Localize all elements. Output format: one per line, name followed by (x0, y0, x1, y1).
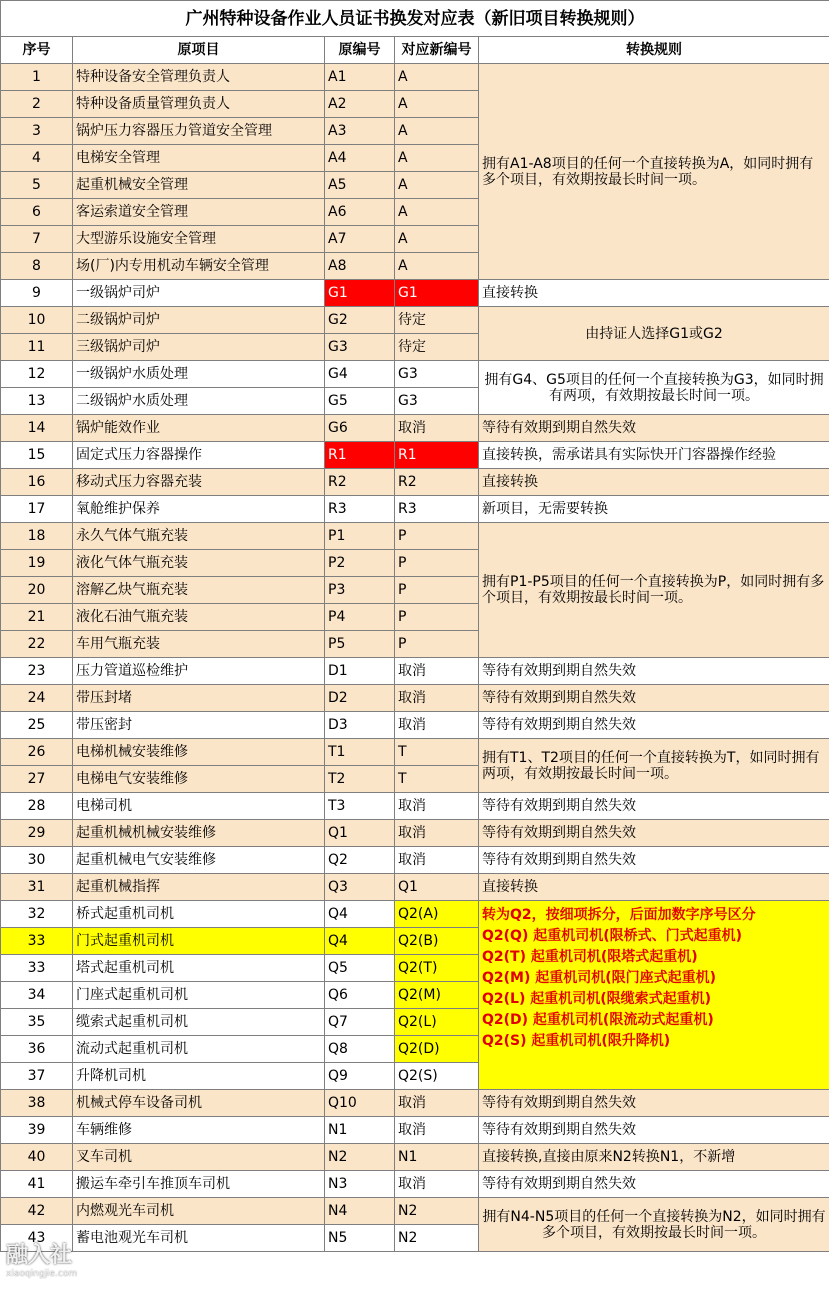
table-row (1, 1144, 829, 1171)
row-new-code: Q2(D) (395, 1036, 479, 1063)
row-old-code: R3 (325, 496, 395, 523)
table-row (1, 307, 829, 334)
row-old-code: A7 (325, 226, 395, 253)
row-seq: 24 (1, 685, 73, 712)
row-rule: 等待有效期到期自然失效 (479, 415, 829, 442)
row-old-code: P2 (325, 550, 395, 577)
row-new-code: 取消 (395, 820, 479, 847)
row-old-code: P4 (325, 604, 395, 631)
header-old-code: 原编号 (325, 37, 395, 64)
table-row (1, 442, 829, 469)
row-new-code: 待定 (395, 307, 479, 334)
row-seq: 10 (1, 307, 73, 334)
row-rule: 等待有效期到期自然失效 (479, 1171, 829, 1198)
row-old-code: N2 (325, 1144, 395, 1171)
row-seq: 6 (1, 199, 73, 226)
row-item: 升降机司机 (73, 1063, 325, 1090)
row-old-code: A8 (325, 253, 395, 280)
table-row (1, 901, 829, 928)
row-rule: 等待有效期到期自然失效 (479, 685, 829, 712)
row-new-code: P (395, 631, 479, 658)
row-old-code: Q3 (325, 874, 395, 901)
table-row (1, 685, 829, 712)
row-item: 缆索式起重机司机 (73, 1009, 325, 1036)
row-seq: 35 (1, 1009, 73, 1036)
row-new-code: T (395, 766, 479, 793)
row-rule: 由持证人选择G1或G2 (479, 307, 829, 361)
row-item: 二级锅炉司炉 (73, 307, 325, 334)
row-rule: 拥有A1-A8项目的任何一个直接转换为A，如同时拥有多个项目，有效期按最长时间一项。 (479, 64, 829, 280)
row-new-code: Q2(S) (395, 1063, 479, 1090)
row-item: 场(厂)内专用机动车辆安全管理 (73, 253, 325, 280)
row-new-code: 取消 (395, 685, 479, 712)
row-item: 车辆维修 (73, 1117, 325, 1144)
table-row (1, 658, 829, 685)
header-rule: 转换规则 (479, 37, 829, 64)
row-new-code: A (395, 199, 479, 226)
row-seq: 37 (1, 1063, 73, 1090)
row-old-code: R1 (325, 442, 395, 469)
row-item: 压力管道巡检维护 (73, 658, 325, 685)
row-rule: 等待有效期到期自然失效 (479, 1117, 829, 1144)
row-item: 一级锅炉水质处理 (73, 361, 325, 388)
row-seq: 21 (1, 604, 73, 631)
row-seq: 20 (1, 577, 73, 604)
row-old-code: G5 (325, 388, 395, 415)
row-old-code: G4 (325, 361, 395, 388)
row-seq: 4 (1, 145, 73, 172)
row-rule: 直接转换 (479, 280, 829, 307)
row-item: 锅炉压力容器压力管道安全管理 (73, 118, 325, 145)
header-row (1, 37, 829, 64)
row-old-code: Q2 (325, 847, 395, 874)
row-item: 三级锅炉司炉 (73, 334, 325, 361)
row-rule: 拥有P1-P5项目的任何一个直接转换为P，如同时拥有多个项目，有效期按最长时间一项。 (479, 523, 829, 658)
row-new-code: A (395, 172, 479, 199)
row-old-code: A3 (325, 118, 395, 145)
row-item: 二级锅炉水质处理 (73, 388, 325, 415)
row-new-code: P (395, 604, 479, 631)
row-new-code: 取消 (395, 712, 479, 739)
row-rule: 等待有效期到期自然失效 (479, 712, 829, 739)
row-old-code: A5 (325, 172, 395, 199)
row-new-code: 取消 (395, 1117, 479, 1144)
row-item: 一级锅炉司炉 (73, 280, 325, 307)
row-new-code: P (395, 523, 479, 550)
row-old-code: G3 (325, 334, 395, 361)
row-seq: 16 (1, 469, 73, 496)
row-item: 起重机械机械安装维修 (73, 820, 325, 847)
row-rule: 等待有效期到期自然失效 (479, 847, 829, 874)
row-new-code: N2 (395, 1198, 479, 1225)
row-item: 桥式起重机司机 (73, 901, 325, 928)
row-item: 永久气体气瓶充装 (73, 523, 325, 550)
header-seq: 序号 (1, 37, 73, 64)
row-old-code: T3 (325, 793, 395, 820)
table-row (1, 847, 829, 874)
row-item: 起重机械电气安装维修 (73, 847, 325, 874)
table-row (1, 523, 829, 550)
row-seq: 2 (1, 91, 73, 118)
row-item: 起重机械安全管理 (73, 172, 325, 199)
row-old-code: A1 (325, 64, 395, 91)
row-seq: 22 (1, 631, 73, 658)
row-rule: 直接转换 (479, 874, 829, 901)
row-old-code: T2 (325, 766, 395, 793)
row-old-code: Q4 (325, 928, 395, 955)
row-new-code: A (395, 91, 479, 118)
row-new-code: A (395, 253, 479, 280)
row-new-code: N2 (395, 1225, 479, 1252)
table-row (1, 1090, 829, 1117)
table-title: 广州特种设备作业人员证书换发对应表（新旧项目转换规则） (1, 1, 829, 37)
table-row (1, 1117, 829, 1144)
row-new-code: R3 (395, 496, 479, 523)
row-item: 锅炉能效作业 (73, 415, 325, 442)
row-rule: 拥有N4-N5项目的任何一个直接转换为N2，如同时拥有多个项目，有效期按最长时间一项。 (479, 1198, 829, 1252)
row-rule: 拥有G4、G5项目的任何一个直接转换为G3，如同时拥有两项，有效期按最长时间一项。 (479, 361, 829, 415)
row-new-code: Q1 (395, 874, 479, 901)
row-new-code: P (395, 550, 479, 577)
table-row (1, 1171, 829, 1198)
row-old-code: D1 (325, 658, 395, 685)
table-row (1, 1198, 829, 1225)
row-old-code: G2 (325, 307, 395, 334)
row-new-code: 取消 (395, 1090, 479, 1117)
row-item: 移动式压力容器充装 (73, 469, 325, 496)
row-new-code: 取消 (395, 847, 479, 874)
row-old-code: Q6 (325, 982, 395, 1009)
row-seq: 12 (1, 361, 73, 388)
row-new-code: 待定 (395, 334, 479, 361)
row-new-code: A (395, 226, 479, 253)
row-new-code: Q2(T) (395, 955, 479, 982)
row-new-code: R1 (395, 442, 479, 469)
table-row (1, 361, 829, 388)
q2-rule-line: Q2(M) 起重机司机(限门座式起重机) (482, 970, 717, 986)
q2-rule-line: Q2(Q) 起重机司机(限桥式、门式起重机) (482, 928, 743, 944)
row-seq: 23 (1, 658, 73, 685)
row-item: 液化气体气瓶充装 (73, 550, 325, 577)
row-new-code: 取消 (395, 415, 479, 442)
row-rule: 等待有效期到期自然失效 (479, 658, 829, 685)
row-new-code: Q2(A) (395, 901, 479, 928)
watermark-text: 融入社 (6, 1243, 73, 1268)
row-seq: 40 (1, 1144, 73, 1171)
row-old-code: Q9 (325, 1063, 395, 1090)
row-seq: 39 (1, 1117, 73, 1144)
q2-rule-line: Q2(D) 起重机司机(限流动式起重机) (482, 1012, 714, 1028)
row-seq: 33 (1, 955, 73, 982)
row-seq: 5 (1, 172, 73, 199)
row-seq: 26 (1, 739, 73, 766)
row-item: 电梯安全管理 (73, 145, 325, 172)
row-item: 叉车司机 (73, 1144, 325, 1171)
row-new-code: G1 (395, 280, 479, 307)
row-item: 液化石油气瓶充装 (73, 604, 325, 631)
row-item: 溶解乙炔气瓶充装 (73, 577, 325, 604)
row-old-code: A6 (325, 199, 395, 226)
row-item: 电梯司机 (73, 793, 325, 820)
row-rule: 直接转换,直接由原来N2转换N1，不新增 (479, 1144, 829, 1171)
row-new-code: 取消 (395, 793, 479, 820)
row-new-code: A (395, 118, 479, 145)
row-old-code: N3 (325, 1171, 395, 1198)
row-new-code: A (395, 145, 479, 172)
table-row (1, 64, 829, 91)
row-item: 门座式起重机司机 (73, 982, 325, 1009)
row-seq: 8 (1, 253, 73, 280)
row-seq: 7 (1, 226, 73, 253)
row-old-code: P3 (325, 577, 395, 604)
row-item: 车用气瓶充装 (73, 631, 325, 658)
row-seq: 27 (1, 766, 73, 793)
row-item: 内燃观光车司机 (73, 1198, 325, 1225)
row-old-code: A4 (325, 145, 395, 172)
row-seq: 25 (1, 712, 73, 739)
row-seq: 38 (1, 1090, 73, 1117)
table-row (1, 739, 829, 766)
q2-rule-line: Q2(S) 起重机司机(限升降机) (482, 1033, 671, 1049)
row-old-code: Q1 (325, 820, 395, 847)
row-item: 带压密封 (73, 712, 325, 739)
header-new-code: 对应新编号 (395, 37, 479, 64)
row-new-code: Q2(L) (395, 1009, 479, 1036)
row-item: 门式起重机司机 (73, 928, 325, 955)
row-old-code: P5 (325, 631, 395, 658)
row-rule: 直接转换 (479, 469, 829, 496)
row-old-code: Q7 (325, 1009, 395, 1036)
row-item: 电梯机械安装维修 (73, 739, 325, 766)
q2-rule-line: 转为Q2，按细项拆分，后面加数字序号区分 (482, 907, 756, 923)
row-new-code: Q2(M) (395, 982, 479, 1009)
row-new-code: 取消 (395, 658, 479, 685)
table-row (1, 712, 829, 739)
row-seq: 15 (1, 442, 73, 469)
row-old-code: N4 (325, 1198, 395, 1225)
row-item: 大型游乐设施安全管理 (73, 226, 325, 253)
header-item: 原项目 (73, 37, 325, 64)
row-old-code: R2 (325, 469, 395, 496)
row-old-code: Q8 (325, 1036, 395, 1063)
table-row (1, 820, 829, 847)
row-item: 客运索道安全管理 (73, 199, 325, 226)
row-item: 起重机械指挥 (73, 874, 325, 901)
row-old-code: D2 (325, 685, 395, 712)
q2-rule-line: Q2(L) 起重机司机(限缆索式起重机) (482, 991, 712, 1007)
row-rule: 拥有T1、T2项目的任何一个直接转换为T，如同时拥有两项，有效期按最长时间一项。 (479, 739, 829, 793)
row-seq: 36 (1, 1036, 73, 1063)
row-seq: 1 (1, 64, 73, 91)
row-old-code: G1 (325, 280, 395, 307)
row-item: 固定式压力容器操作 (73, 442, 325, 469)
watermark-sub: xiaoqingjie.com (6, 1269, 78, 1279)
row-item: 机械式停车设备司机 (73, 1090, 325, 1117)
row-new-code: P (395, 577, 479, 604)
row-seq: 41 (1, 1171, 73, 1198)
table-row (1, 874, 829, 901)
row-seq: 30 (1, 847, 73, 874)
row-seq: 32 (1, 901, 73, 928)
row-old-code: Q10 (325, 1090, 395, 1117)
row-old-code: A2 (325, 91, 395, 118)
q2-rule-line: Q2(T) 起重机司机(限塔式起重机) (482, 949, 698, 965)
row-old-code: N1 (325, 1117, 395, 1144)
row-seq: 29 (1, 820, 73, 847)
row-item: 蓄电池观光车司机 (73, 1225, 325, 1252)
row-old-code: G6 (325, 415, 395, 442)
row-seq: 34 (1, 982, 73, 1009)
row-seq: 17 (1, 496, 73, 523)
row-new-code: A (395, 64, 479, 91)
row-item: 氧舱维护保养 (73, 496, 325, 523)
row-item: 带压封堵 (73, 685, 325, 712)
row-new-code: T (395, 739, 479, 766)
row-item: 电梯电气安装维修 (73, 766, 325, 793)
row-old-code: Q4 (325, 901, 395, 928)
row-old-code: D3 (325, 712, 395, 739)
row-rule: 等待有效期到期自然失效 (479, 1090, 829, 1117)
row-seq: 42 (1, 1198, 73, 1225)
row-rule: 等待有效期到期自然失效 (479, 820, 829, 847)
table-row (1, 280, 829, 307)
row-new-code: G3 (395, 388, 479, 415)
row-item: 流动式起重机司机 (73, 1036, 325, 1063)
table-row (1, 469, 829, 496)
row-seq: 33 (1, 928, 73, 955)
row-item: 特种设备质量管理负责人 (73, 91, 325, 118)
row-new-code: Q2(B) (395, 928, 479, 955)
row-new-code: G3 (395, 361, 479, 388)
row-old-code: T1 (325, 739, 395, 766)
row-new-code: 取消 (395, 1171, 479, 1198)
row-rule: 直接转换，需承诺具有实际快开门容器操作经验 (479, 442, 829, 469)
row-seq: 9 (1, 280, 73, 307)
row-rule: 新项目，无需要转换 (479, 496, 829, 523)
row-seq: 19 (1, 550, 73, 577)
row-seq: 13 (1, 388, 73, 415)
q2-rule-block (479, 901, 829, 1090)
row-seq: 3 (1, 118, 73, 145)
row-new-code: N1 (395, 1144, 479, 1171)
row-item: 塔式起重机司机 (73, 955, 325, 982)
table-row (1, 415, 829, 442)
row-old-code: P1 (325, 523, 395, 550)
row-seq: 28 (1, 793, 73, 820)
row-seq: 43 (1, 1225, 73, 1252)
row-new-code: R2 (395, 469, 479, 496)
row-old-code: Q5 (325, 955, 395, 982)
row-rule: 等待有效期到期自然失效 (479, 793, 829, 820)
table-row (1, 793, 829, 820)
row-item: 搬运车牵引车推顶车司机 (73, 1171, 325, 1198)
table-row (1, 496, 829, 523)
row-seq: 31 (1, 874, 73, 901)
row-item: 特种设备安全管理负责人 (73, 64, 325, 91)
row-seq: 11 (1, 334, 73, 361)
row-seq: 18 (1, 523, 73, 550)
row-old-code: N5 (325, 1225, 395, 1252)
row-seq: 14 (1, 415, 73, 442)
